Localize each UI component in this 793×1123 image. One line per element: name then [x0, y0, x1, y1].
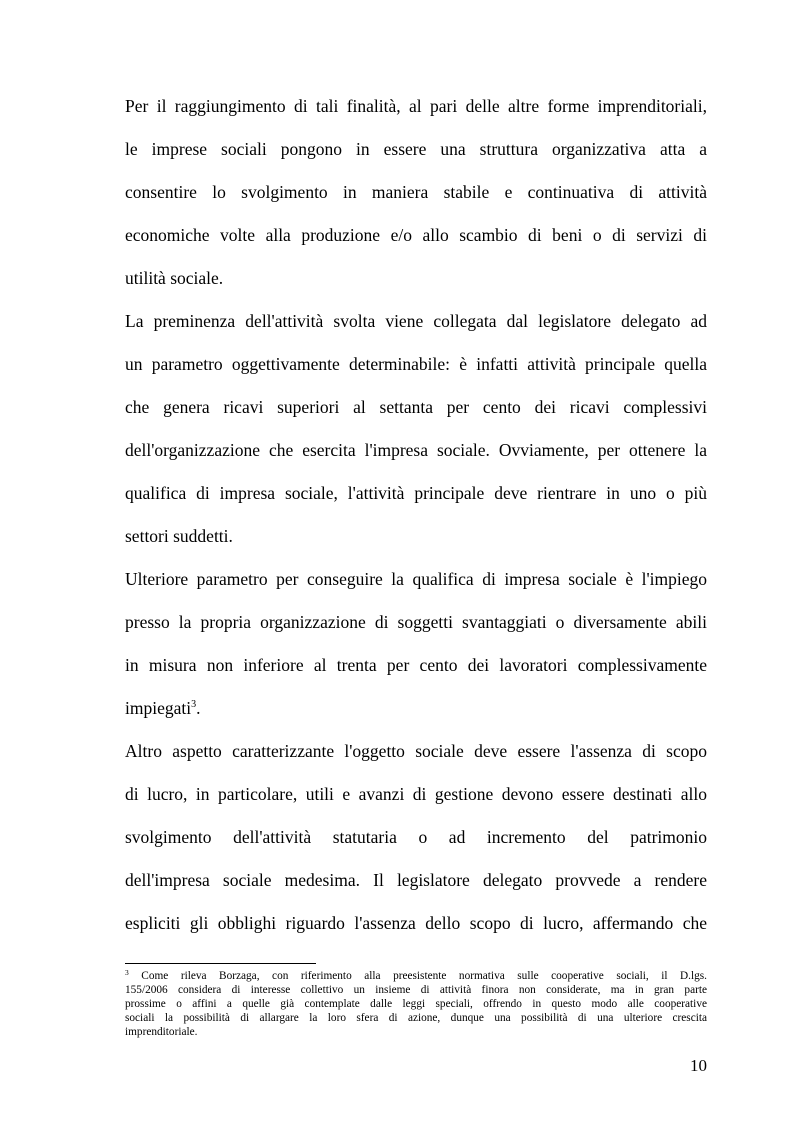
footnote-line: imprenditoriale.	[125, 1026, 198, 1038]
sentence-end: .	[196, 698, 201, 718]
page-number: 10	[690, 1056, 707, 1075]
body-line: La preminenza dell'attività svolta viene collegata dal legislatore delegato ad	[125, 311, 707, 331]
footnote-line: 155/2006 considera di interesse collettivo un insieme di attività finora non considerate, ma in gran parte	[125, 984, 707, 996]
body-line: Ulteriore parametro per conseguire la qualifica di impresa sociale è l'impiego	[125, 569, 707, 589]
footnote-line: sociali la possibilità di allargare la loro sfera di azione, dunque una possibilità di una ulteriore crescita	[125, 1012, 707, 1024]
body-line-text: impiegati	[125, 698, 192, 718]
body-line: presso la propria organizzazione di soggetti svantaggiati o diversamente abili	[125, 612, 707, 632]
footnote-reference: 3	[191, 699, 197, 710]
body-line: utilità sociale.	[125, 268, 224, 288]
body-line: dell'organizzazione che esercita l'impresa sociale. Ovviamente, per ottenere la	[125, 440, 707, 460]
body-line: un parametro oggettivamente determinabile: è infatti attività principale quella	[125, 354, 707, 374]
body-line: espliciti gli obblighi riguardo l'assenza dello scopo di lucro, affermando che	[125, 913, 707, 933]
body-line-with-footnote	[125, 698, 707, 718]
footnote-line: $^3$ Come rileva Borzaga, con riferimento alla preesistente normativa sulle cooperative sociali, il D.lgs.	[125, 968, 708, 982]
footnote-line: prossime o affini a quelle già contemplate dalle leggi speciali, offrendo in questo modo alle cooperative	[125, 998, 707, 1010]
body-line: Altro aspetto caratterizzante l'oggetto sociale deve essere l'assenza di scopo	[125, 741, 707, 761]
body-line: consentire lo svolgimento in maniera stabile e continuativa di attività	[125, 182, 707, 202]
body-line: settori suddetti.	[125, 526, 233, 546]
body-line: Per il raggiungimento di tali finalità, al pari delle altre forme imprenditoriali,	[125, 96, 707, 116]
body-line: qualifica di impresa sociale, l'attività principale deve rientrare in uno o più	[125, 483, 707, 503]
body-line: economiche volte alla produzione e/o allo scambio di beni o di servizi di	[125, 225, 707, 245]
body-line: svolgimento dell'attività statutaria o ad incremento del patrimonio	[125, 827, 707, 847]
body-line: in misura non inferiore al trenta per cento dei lavoratori complessivamente	[125, 655, 707, 675]
footnote-separator	[125, 963, 316, 964]
footnote-marker: 3	[125, 968, 129, 977]
body-line: di lucro, in particolare, utili e avanzi di gestione devono essere destinati allo	[125, 784, 707, 804]
body-line: che genera ricavi superiori al settanta per cento dei ricavi complessivi	[125, 397, 707, 417]
body-line: dell'impresa sociale medesima. Il legislatore delegato provvede a rendere	[125, 870, 707, 890]
body-line: le imprese sociali pongono in essere una struttura organizzativa atta a	[125, 139, 707, 159]
